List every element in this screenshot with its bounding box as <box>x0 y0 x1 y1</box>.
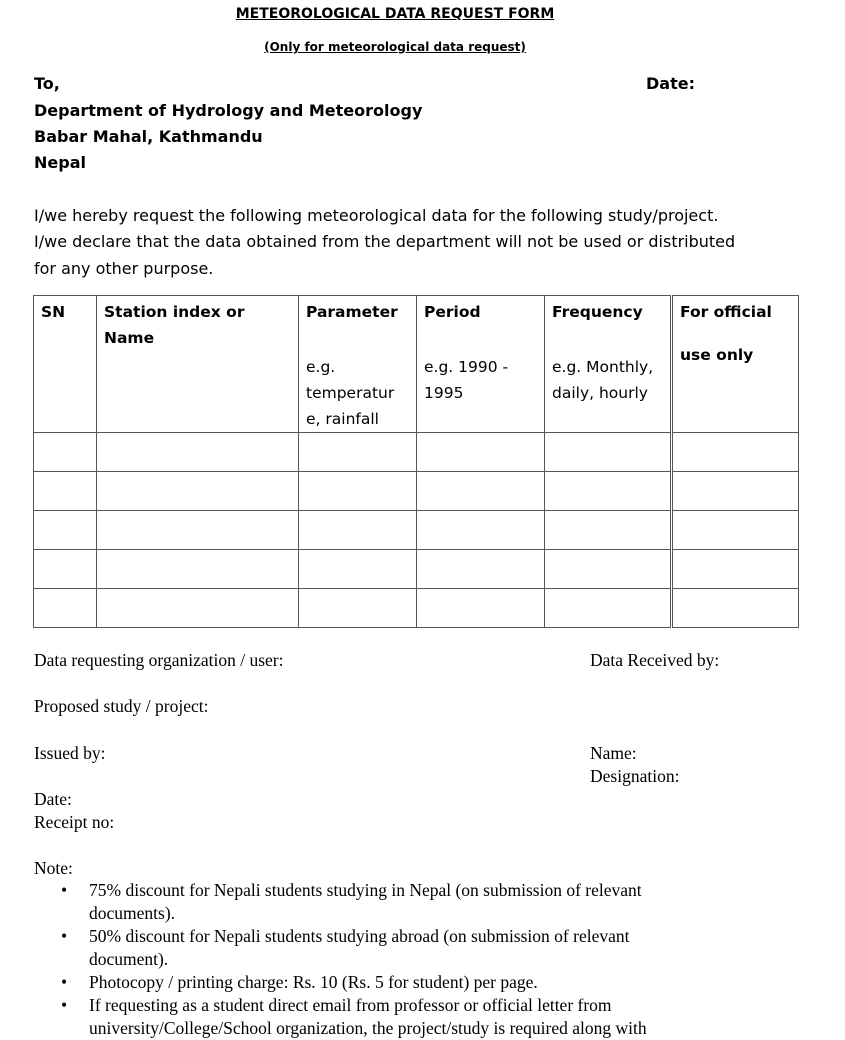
header-parameter-label: Parameter <box>306 303 398 321</box>
header-official-line-1: For official <box>680 303 772 321</box>
address-line-2: Babar Mahal, Kathmandu <box>34 127 263 146</box>
cell-period[interactable] <box>417 511 545 550</box>
org-user-label: Data requesting organization / user: <box>34 650 284 670</box>
table-row <box>34 589 799 628</box>
example-period-1: e.g. 1990 - <box>424 358 509 376</box>
receipt-no-label: Receipt no: <box>34 812 115 832</box>
header-frequency <box>545 296 672 433</box>
example-period-2: 1995 <box>424 384 464 402</box>
date-field-label: Date: <box>34 789 72 809</box>
cell-station[interactable] <box>97 472 299 511</box>
note-label: Note: <box>34 858 73 878</box>
cell-official <box>672 433 799 472</box>
note-2-line-2: document). <box>89 949 169 969</box>
notes-list <box>55 879 769 1040</box>
bullet-icon: • <box>61 880 68 900</box>
cell-period[interactable] <box>417 550 545 589</box>
to-label: To, <box>34 74 60 93</box>
header-sn-label: SN <box>41 303 66 321</box>
form-title: METEOROLOGICAL DATA REQUEST FORM <box>235 6 555 22</box>
table-row <box>34 433 799 472</box>
bullet-icon: • <box>61 926 68 946</box>
declaration-line-3: for any other purpose. <box>34 259 214 278</box>
header-official <box>672 296 799 433</box>
example-parameter-1: e.g. <box>306 358 336 376</box>
header-official-line-2: use only <box>680 346 754 364</box>
header-frequency-label: Frequency <box>552 303 643 321</box>
cell-frequency[interactable] <box>545 433 672 472</box>
cell-period[interactable] <box>417 589 545 628</box>
cell-official <box>672 550 799 589</box>
cell-period[interactable] <box>417 433 545 472</box>
name-label: Name: <box>590 743 637 763</box>
address-line-1: Department of Hydrology and Meteorology <box>34 101 423 120</box>
cell-parameter[interactable] <box>299 472 417 511</box>
cell-sn[interactable] <box>34 472 97 511</box>
cell-station[interactable] <box>97 433 299 472</box>
cell-parameter[interactable] <box>299 589 417 628</box>
declaration-line-2: I/we declare that the data obtained from the department will not be used or distributed <box>34 232 736 251</box>
header-station-line-1: Station index or <box>104 303 245 321</box>
note-4-line-2: university/College/School organization, the project/study is required along with <box>89 1018 647 1038</box>
cell-official <box>672 472 799 511</box>
cell-station[interactable] <box>97 550 299 589</box>
table-row <box>34 472 799 511</box>
table-header-row <box>34 296 799 433</box>
table-row <box>34 511 799 550</box>
example-frequency-1: e.g. Monthly, <box>552 358 654 376</box>
cell-frequency[interactable] <box>545 589 672 628</box>
cell-official <box>672 589 799 628</box>
cell-sn[interactable] <box>34 511 97 550</box>
cell-station[interactable] <box>97 511 299 550</box>
issued-by-label: Issued by: <box>34 743 106 763</box>
cell-sn[interactable] <box>34 550 97 589</box>
header-station <box>97 296 299 433</box>
data-request-table <box>33 295 799 628</box>
note-3-line-1: Photocopy / printing charge: Rs. 10 (Rs. 5 for student) per page. <box>89 972 538 992</box>
bullet-icon: • <box>61 972 68 992</box>
cell-frequency[interactable] <box>545 511 672 550</box>
declaration-line-1: I/we hereby request the following meteorological data for the following study/project. <box>34 206 719 225</box>
address-line-3: Nepal <box>34 153 86 172</box>
list-item <box>55 879 769 925</box>
cell-frequency[interactable] <box>545 472 672 511</box>
note-4-line-1: If requesting as a student direct email from professor or official letter from <box>89 995 612 1015</box>
note-1-line-2: documents). <box>89 903 176 923</box>
example-parameter-2: temperatur <box>306 384 395 402</box>
bullet-icon: • <box>61 995 68 1015</box>
form-subtitle: (Only for meteorological data request) <box>264 40 526 54</box>
header-parameter <box>299 296 417 433</box>
list-item <box>55 971 769 994</box>
note-2-line-1: 50% discount for Nepali students studying abroad (on submission of relevant <box>89 926 630 946</box>
proposed-study-label: Proposed study / project: <box>34 696 209 716</box>
list-item <box>55 925 769 971</box>
note-1-line-1: 75% discount for Nepali students studying in Nepal (on submission of relevant <box>89 880 642 900</box>
cell-parameter[interactable] <box>299 511 417 550</box>
cell-sn[interactable] <box>34 589 97 628</box>
cell-parameter[interactable] <box>299 550 417 589</box>
cell-official <box>672 511 799 550</box>
cell-sn[interactable] <box>34 433 97 472</box>
example-parameter-3: e, rainfall <box>306 410 379 428</box>
header-period-label: Period <box>424 303 481 321</box>
table-row <box>34 550 799 589</box>
designation-label: Designation: <box>590 766 680 786</box>
cell-period[interactable] <box>417 472 545 511</box>
cell-frequency[interactable] <box>545 550 672 589</box>
header-sn <box>34 296 97 433</box>
list-item <box>55 994 769 1040</box>
header-station-line-2: Name <box>104 329 155 347</box>
example-frequency-2: daily, hourly <box>552 384 648 402</box>
cell-parameter[interactable] <box>299 433 417 472</box>
date-label: Date: <box>646 74 695 93</box>
header-period <box>417 296 545 433</box>
received-by-label: Data Received by: <box>590 650 720 670</box>
cell-station[interactable] <box>97 589 299 628</box>
